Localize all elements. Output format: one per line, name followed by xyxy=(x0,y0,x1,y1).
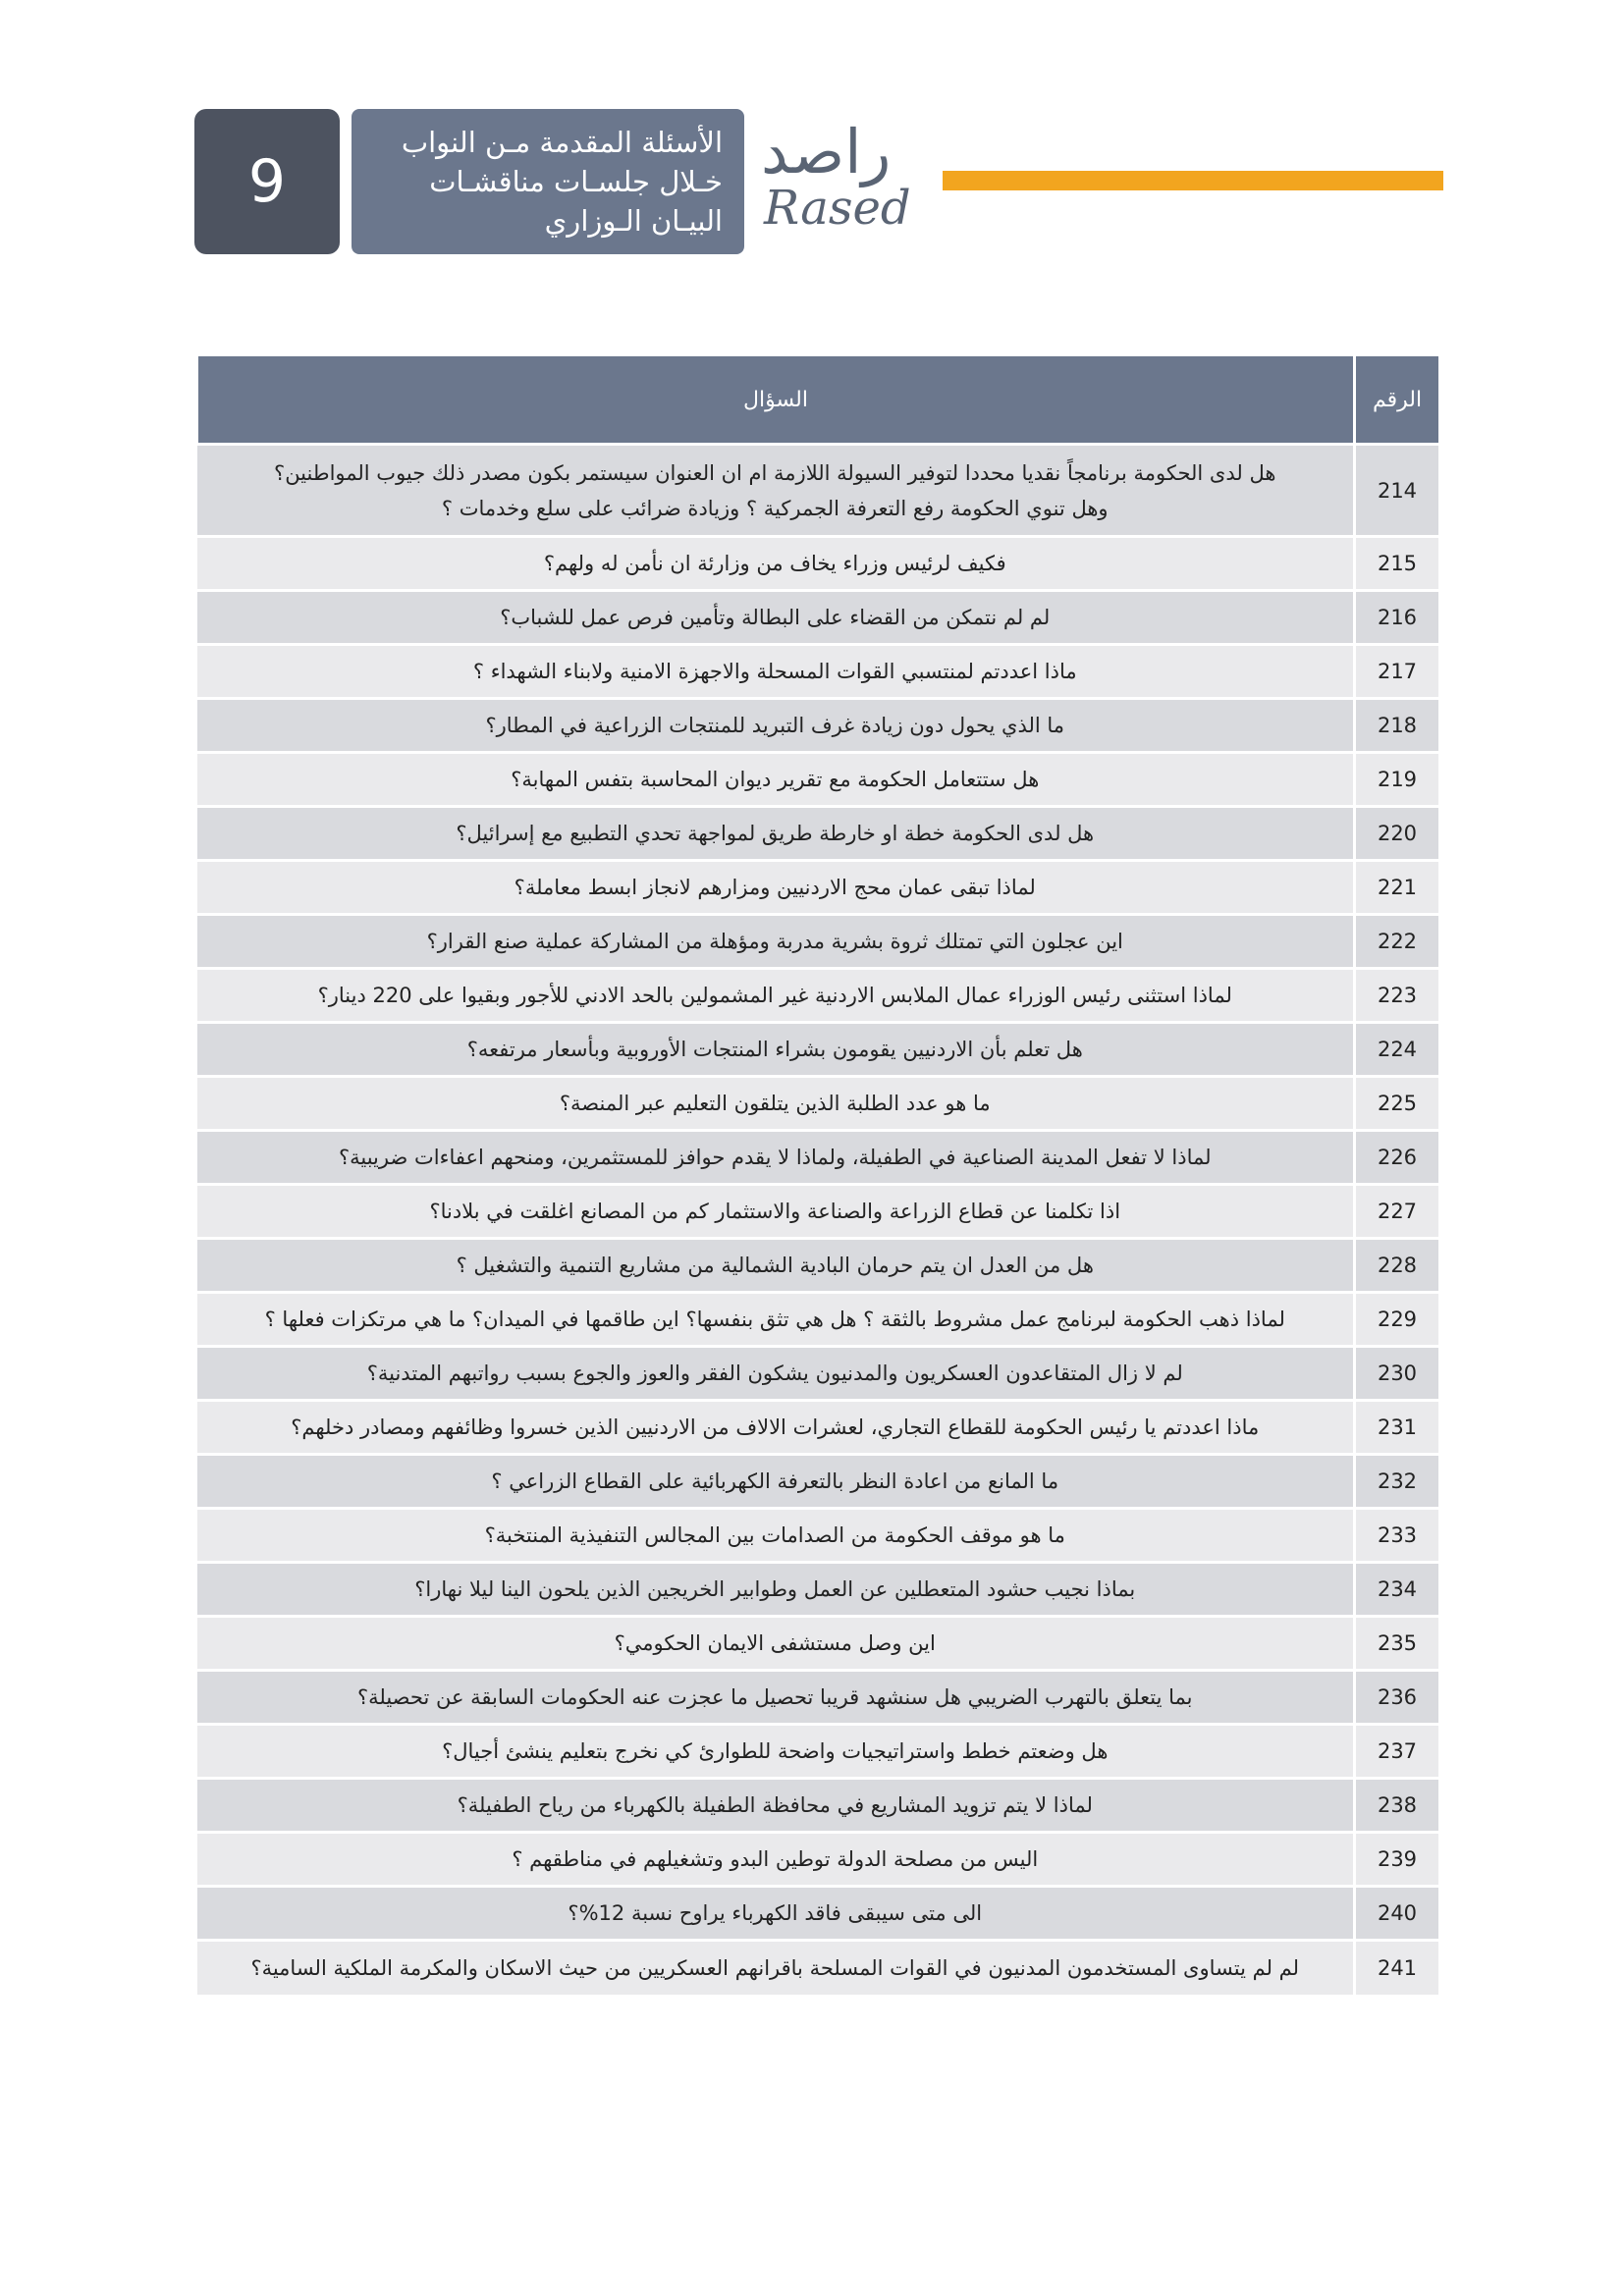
table-header-row xyxy=(197,356,1439,445)
question-number: 225 xyxy=(1355,1077,1439,1131)
page-number-badge: 9 xyxy=(194,109,340,254)
logo-latin: Rased xyxy=(764,181,911,236)
table-row xyxy=(197,1023,1439,1077)
question-number: 221 xyxy=(1355,861,1439,915)
question-text: هل تعلم بأن الاردنيين يقومون بشراء المنتجات الأوروبية وبأسعار مرتفعه؟ xyxy=(197,1023,1355,1077)
question-number: 223 xyxy=(1355,969,1439,1023)
question-number: 235 xyxy=(1355,1617,1439,1671)
question-text: لم لم يتساوى المستخدمون المدنيون في القوات المسلحة باقرانهم العسكريين من حيث الاسكان والمكرمة الملكية السامية؟ xyxy=(197,1941,1355,1995)
question-number: 241 xyxy=(1355,1941,1439,1995)
question-text: هل لدى الحكومة برنامجاً نقديا محددا لتوفير السيولة اللازمة ام ان العنوان سيستمر بكون مصدر ذلك جيوب المواطنين؟ وهل تنوي الحكومة رفع التعرفة الجمركية ؟ وزيادة ضرائب على سلع وخدمات ؟ xyxy=(197,445,1355,537)
question-number: 222 xyxy=(1355,915,1439,969)
question-number: 237 xyxy=(1355,1725,1439,1779)
question-text: لماذا لا يتم تزويد المشاريع في محافظة الطفيلة بالكهرباء من رياح الطفيلة؟ xyxy=(197,1779,1355,1833)
table-row xyxy=(197,445,1439,537)
question-text: بماذا نجيب حشود المتعطلين عن العمل وطوابير الخريجين الذين يلحون الينا ليلا نهارا؟ xyxy=(197,1563,1355,1617)
header-title-line-2: خـلال جلسـات مناقشـات xyxy=(429,165,723,198)
header-question: السؤال xyxy=(197,356,1355,445)
table-row xyxy=(197,537,1439,591)
table-row xyxy=(197,1239,1439,1293)
question-number: 219 xyxy=(1355,753,1439,807)
header-title-line-1: الأسئلة المقدمة مـن النواب xyxy=(401,126,723,159)
question-text: ما المانع من اعادة النظر بالتعرفة الكهربائية على القطاع الزراعي ؟ xyxy=(197,1455,1355,1509)
question-number: 215 xyxy=(1355,537,1439,591)
question-text: لماذا استثنى رئيس الوزراء عمال الملابس الاردنية غير المشمولين بالحد الادني للأجور وبقيوا على 220 دينار؟ xyxy=(197,969,1355,1023)
table-row xyxy=(197,969,1439,1023)
table-row xyxy=(197,1725,1439,1779)
question-text: ماذا اعددتم لمنتسبي القوات المسحلة والاجهزة الامنية ولابناء الشهداء ؟ xyxy=(197,645,1355,699)
question-text: هل وضعتم خطط واستراتيجيات واضحة للطوارئ كي نخرج بتعليم ينشئ أجيال؟ xyxy=(197,1725,1355,1779)
question-number: 236 xyxy=(1355,1671,1439,1725)
question-number: 233 xyxy=(1355,1509,1439,1563)
header-number: الرقم xyxy=(1355,356,1439,445)
table-row xyxy=(197,753,1439,807)
table-row xyxy=(197,591,1439,645)
logo-arabic: راصد xyxy=(761,116,892,187)
header-title-box xyxy=(352,109,744,254)
question-text: هل من العدل ان يتم حرمان البادية الشمالية من مشاريع التنمية والتشغيل ؟ xyxy=(197,1239,1355,1293)
table-row xyxy=(197,1401,1439,1455)
question-text: اليس من مصلحة الدولة توطين البدو وتشغيلهم في مناطقهم ؟ xyxy=(197,1833,1355,1887)
question-text: فكيف لرئيس وزراء يخاف من وزارئة ان نأمن له ولهم؟ xyxy=(197,537,1355,591)
question-number: 217 xyxy=(1355,645,1439,699)
question-number: 229 xyxy=(1355,1293,1439,1347)
table-row xyxy=(197,1185,1439,1239)
question-text: ما الذي يحول دون زيادة غرف التبريد للمنتجات الزراعية في المطار؟ xyxy=(197,699,1355,753)
question-number: 216 xyxy=(1355,591,1439,645)
question-text: اين عجلون التي تمتلك ثروة بشرية مدربة ومؤهلة من المشاركة عملية صنع القرار؟ xyxy=(197,915,1355,969)
question-text: اين وصل مستشفى الايمان الحكومي؟ xyxy=(197,1617,1355,1671)
question-number: 238 xyxy=(1355,1779,1439,1833)
table-row xyxy=(197,915,1439,969)
question-number: 239 xyxy=(1355,1833,1439,1887)
table-row xyxy=(197,1833,1439,1887)
table-row xyxy=(197,699,1439,753)
table-body xyxy=(197,445,1439,1995)
question-number: 214 xyxy=(1355,445,1439,537)
question-text: الى متى سيبقى فاقد الكهرباء يراوح نسبة 12%؟ xyxy=(197,1887,1355,1941)
question-number: 227 xyxy=(1355,1185,1439,1239)
question-number: 232 xyxy=(1355,1455,1439,1509)
header-accent-bar xyxy=(943,171,1443,190)
table-row xyxy=(197,1779,1439,1833)
questions-table xyxy=(195,356,1438,1995)
question-text: لم لم نتمكن من القضاء على البطالة وتأمين فرص عمل للشباب؟ xyxy=(197,591,1355,645)
question-number: 230 xyxy=(1355,1347,1439,1401)
question-text: لماذا تبقى عمان محج الاردنيين ومزارهم لانجاز ابسط معاملة؟ xyxy=(197,861,1355,915)
question-number: 224 xyxy=(1355,1023,1439,1077)
table-row xyxy=(197,1131,1439,1185)
question-text: ما هو عدد الطلبة الذين يتلقون التعليم عبر المنصة؟ xyxy=(197,1077,1355,1131)
question-number: 228 xyxy=(1355,1239,1439,1293)
question-text: لماذا ذهب الحكومة لبرنامج عمل مشروط بالثقة ؟ هل هي تثق بنفسها؟ اين طاقمها في الميدان؟ ما هي مرتكزات فعلها ؟ xyxy=(197,1293,1355,1347)
table-row xyxy=(197,1617,1439,1671)
question-text: اذا تكلمنا عن قطاع الزراعة والصناعة والاستثمار كم من المصانع اغلقت في بلادنا؟ xyxy=(197,1185,1355,1239)
table-row xyxy=(197,1563,1439,1617)
question-text: هل لدى الحكومة خطة او خارطة طريق لمواجهة تحدي التطبيع مع إسرائيل؟ xyxy=(197,807,1355,861)
question-number: 226 xyxy=(1355,1131,1439,1185)
question-text: بما يتعلق بالتهرب الضريبي هل سنشهد قريبا تحصيل ما عجزت عنه الحكومات السابقة عن تحصيلة؟ xyxy=(197,1671,1355,1725)
table-row xyxy=(197,1887,1439,1941)
question-number: 220 xyxy=(1355,807,1439,861)
question-text: ماذا اعددتم يا رئيس الحكومة للقطاع التجاري، لعشرات الالاف من الاردنيين الذين خسروا وظائفهم ومصادر دخلهم؟ xyxy=(197,1401,1355,1455)
table-row xyxy=(197,1347,1439,1401)
question-number: 240 xyxy=(1355,1887,1439,1941)
question-number: 231 xyxy=(1355,1401,1439,1455)
table-row xyxy=(197,645,1439,699)
question-text: لماذا لا تفعل المدينة الصناعية في الطفيلة، ولماذا لا يقدم حوافز للمستثمرين، ومنحهم اعفاءات ضريبية؟ xyxy=(197,1131,1355,1185)
question-number: 218 xyxy=(1355,699,1439,753)
question-text: هل ستتعامل الحكومة مع تقرير ديوان المحاسبة بتفس المهابة؟ xyxy=(197,753,1355,807)
table-row xyxy=(197,861,1439,915)
question-text: لم لا زال المتقاعدون العسكريون والمدنيون يشكون الفقر والعوز والجوع بسبب رواتبهم المتدنية؟ xyxy=(197,1347,1355,1401)
table-row xyxy=(197,1941,1439,1995)
table-row xyxy=(197,1455,1439,1509)
header-title-line-3: البيـان الـوزاري xyxy=(544,204,723,238)
table-row xyxy=(197,1077,1439,1131)
table-row xyxy=(197,807,1439,861)
table-row xyxy=(197,1671,1439,1725)
table-row xyxy=(197,1509,1439,1563)
table-row xyxy=(197,1293,1439,1347)
question-number: 234 xyxy=(1355,1563,1439,1617)
question-text: ما هو موقف الحكومة من الصدامات بين المجالس التنفيذية المنتخبة؟ xyxy=(197,1509,1355,1563)
